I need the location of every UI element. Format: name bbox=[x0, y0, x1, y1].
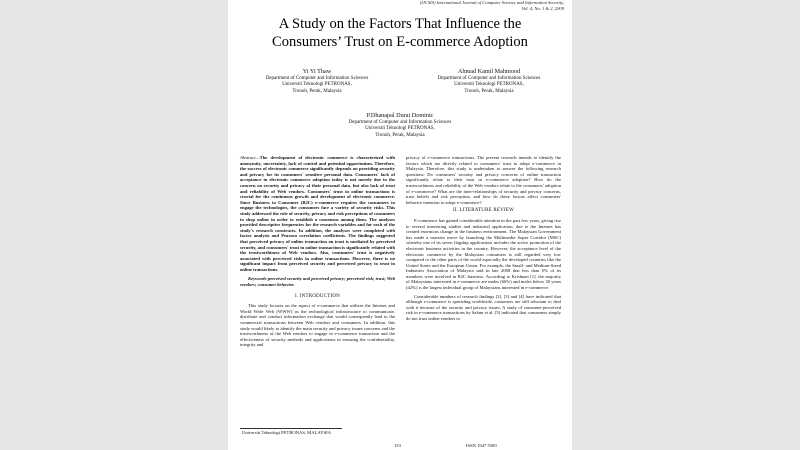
footnote-divider bbox=[240, 428, 342, 429]
author-block-1 bbox=[242, 67, 392, 95]
author-dept: Department of Computer and Information Sciences bbox=[348, 120, 452, 125]
intro-paragraph-continued: privacy of e-commerce transactions. The present research intends to identify the factors which are directly related to consumers' trust to adopt e-commerce in Malaysia. Therefore, this study is undertaken to answer the following research questions: Do consumers' security and privacy concerns of online transaction significantly relate to their trust in e-commerce adoption? How do the trustworthiness and reliability of the Web vendors relate to the consumers' adoption of e-commerce? What are the inter-relationships of security and privacy concerns, trust beliefs and risk perception, and how do these factors affect consumers' behavior intention to adopt e-commerce? bbox=[406, 155, 561, 205]
footnote: Universiti Teknologi PETRONAS, MALAYSIA bbox=[242, 430, 332, 435]
paper-title-line1: A Study on the Factors That Influence the bbox=[278, 16, 522, 32]
journal-header-line1: (IJCSIS) International Journal of Computer Science and Information Security, bbox=[419, 0, 564, 5]
keywords: Keywords-perceived security and perceived privacy; perceived risk; trust; Web vendors; consumer behavior. bbox=[240, 276, 395, 288]
author-city: Tronoh, Perak, Malaysia bbox=[375, 132, 425, 138]
left-column bbox=[240, 155, 395, 351]
literature-paragraph-2: Considerable numbers of research findings [2], [3] and [4] have indicated that although e-commerce is spreading worldwide, customers are still reluctant to deal with it because of the security and privacy issues. A study of consumer-perceived risk in e-commerce transactions by Salam et al. [5] indicated that consumers simply do not trust online vendors to bbox=[406, 293, 561, 322]
issn: ISSN 1947 5500 bbox=[466, 443, 497, 448]
abstract-lead: Abstract— bbox=[240, 155, 260, 160]
author-dept: Department of Computer and Information Sciences bbox=[265, 76, 369, 81]
paper-title-line2: Consumers’ Trust on E-commerce Adoption bbox=[272, 34, 528, 50]
journal-header-line2: Vol. 4, No. 1 & 2, 2009 bbox=[521, 6, 564, 11]
author-univ: Universiti Teknologi PETRONAS, bbox=[282, 82, 352, 88]
author-city: Tronoh, Perak, Malaysia bbox=[464, 88, 514, 94]
author-name: P.Dhanapal Durai Dominic bbox=[366, 112, 434, 119]
author-univ: Universiti Teknologi PETRONAS, bbox=[454, 82, 524, 88]
abstract-body: The development of electronic commerce is characterized with anonymity, uncertainty, lack of control and potential opportunism. Therefore, the success of electronic commerce significantly depends on providing security and privacy for its consumers' sensitive personal data. Consumers' lack of acceptance in electronic commerce adoption today is not merely due to the concern on security and privacy of their personal data, but also lack of trust and reliability of Web vendors. Consumers' trust in online transactions is crucial for the continuous growth and development of electronic commerce. Since Business to Consumer (B2C) e-commerce requires the consumers to engage the technologies, the consumers face a variety of security risks. This study addressed the role of security, privacy and risk perceptions of consumers to shop online in order to establish a consensus among them. The analyses provided descriptive frequencies for the research variables and for each of the study's research constructs. In addition, the analyses were completed with factor analysis and Pearson correlation coefficients. The findings suggested that perceived privacy of online transaction on trust is mediated by perceived security, and consumers' trust in online transaction is significantly related with the trustworthiness of Web vendors. Also, consumers' trust is negatively associated with perceived risks in online transactions. However, there is no significant impact from perceived security and perceived privacy to trust in online transactions. bbox=[240, 155, 395, 272]
author-univ: Universiti Teknologi PETRONAS, bbox=[365, 126, 435, 132]
paper-title bbox=[228, 15, 572, 51]
journal-header bbox=[364, 0, 564, 12]
author-block-2 bbox=[414, 67, 564, 95]
literature-paragraph-1: E-commerce has gained considerable attention in the past few years, giving rise to several interesting studies and industrial application, due to the Internet has created enormous change in the business environment. The Malaysian Government has made a massive move by launching the Multimedia Super Corridor (MSC) whereby one of its seven flagship applications includes the active promotion of the electronic business activities in the country. However, the acceptance level of the electronic commerce by the Malaysian consumers is still regarded very low compared to the other parts of the world especially the developed countries like the United States and the European Union. For example, the Small- and Medium-Sized Industries Association of Malaysia said in late 2008 that less than 5% of its members were involved in B2C business. According to Krishnan [1], the majority of Malaysians interested in e-commerce are males (66%) and males below 30 years (42%) is the largest individual group of Malaysians interested in e-commerce. bbox=[406, 217, 561, 291]
author-name: Yi Yi Thaw bbox=[302, 68, 332, 75]
section-heading-literature-review: II. LITERATURE REVIEW bbox=[453, 208, 514, 214]
paper-page bbox=[228, 0, 572, 450]
author-dept: Department of Computer and Information Sciences bbox=[437, 76, 541, 81]
author-city: Tronoh, Perak, Malaysia bbox=[292, 88, 342, 94]
author-name: Ahmad Kamil Mahmood bbox=[457, 68, 521, 75]
section-heading-introduction: I. INTRODUCTION bbox=[295, 293, 340, 299]
abstract bbox=[240, 155, 395, 272]
right-column bbox=[406, 155, 561, 325]
page-number: 153 bbox=[394, 443, 401, 448]
author-block-3 bbox=[325, 111, 475, 139]
intro-paragraph: This study focuses on the aspect of e-commerce that utilizes the Internet and World Wide Web (WWW) as the technological infrastructure to communicate, distribute and conduct information exchange that would consequently lead to the commercial transactions between Web vendors and consumers. In addition, this study would likely to identify the main security and privacy issues concerns and the trustworthiness of the Web vendors to engage in e-commerce transaction and the effectiveness of security methods and applications in ensuring the confidentiality, integrity and bbox=[240, 303, 395, 348]
